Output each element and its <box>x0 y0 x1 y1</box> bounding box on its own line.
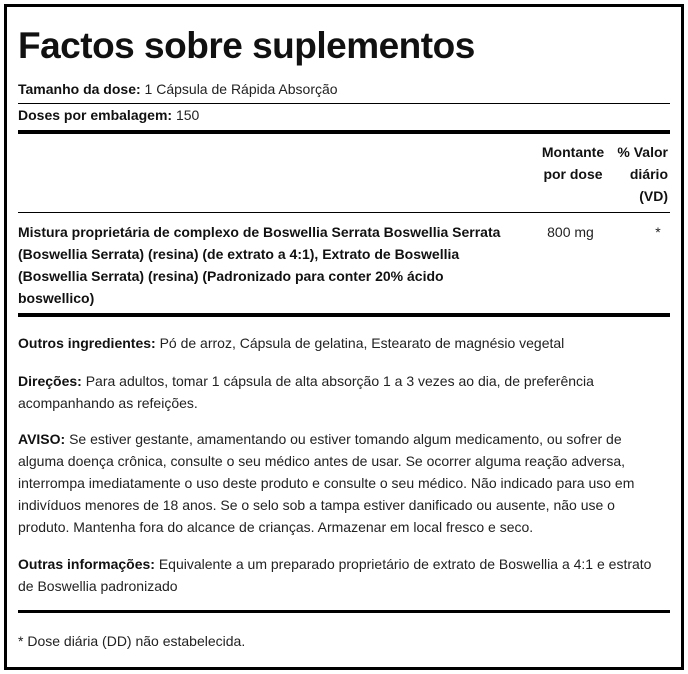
serving-size-label: Tamanho da dose: <box>18 81 141 97</box>
ingredient-dv: * <box>655 224 661 240</box>
thick-divider <box>18 313 670 317</box>
divider <box>18 103 670 104</box>
directions-text: Para adultos, tomar 1 cápsula de alta absorção 1 a 3 vezes ao dia, de preferência acompanhando as refeições. <box>18 373 594 411</box>
directions <box>18 370 668 414</box>
other-ingredients <box>18 332 668 354</box>
other-info-label: Outras informações: <box>18 556 155 572</box>
daily-value-header <box>610 141 668 207</box>
dv-header-line2: diário <box>629 166 668 182</box>
servings-per-container-row <box>18 106 199 124</box>
servings-label: Doses por embalagem: <box>18 107 173 123</box>
thick-divider <box>18 610 670 613</box>
thick-divider <box>18 130 670 134</box>
supplement-facts-panel <box>4 4 684 670</box>
other-information <box>18 553 668 597</box>
divider <box>18 212 670 213</box>
panel-title: Factos sobre suplementos <box>18 25 475 66</box>
footnote: * Dose diária (DD) não estabelecida. <box>18 633 246 649</box>
other-ingredients-text: Pó de arroz, Cápsula de gelatina, Estearato de magnésio vegetal <box>159 335 565 351</box>
serving-size-row <box>18 80 338 98</box>
warning <box>18 428 668 538</box>
amount-header-line1: Montante <box>541 144 605 160</box>
ingredient-name: Mistura proprietária de complexo de Boswellia Serrata Boswellia Serrata (Boswellia Serrata) (resina) (de extrato a 4:1), Extrato de Boswellia (Boswellia Serrata) (resina) (Padronizado para conter 20% ácido boswellico) <box>18 224 501 306</box>
dv-header-line3: (VD) <box>639 188 668 204</box>
dv-header-line1: % Valor <box>617 144 668 160</box>
amount-per-serving-header <box>533 141 613 185</box>
amount-header-line2: por dose <box>543 166 603 182</box>
warning-text: Se estiver gestante, amamentando ou estiver tomando algum medicamento, ou sofrer de alguma doença crônica, consulte o seu médico antes de usar. Se ocorrer alguma reação adversa, interrompa imediatamente o uso deste produto e consulte o seu médico. Não indicado para uso em indivíduos menores de 18 anos. Se o selo sob a tampa estiver danificado ou ausente, não use o produto. Mantenha fora do alcance de crianças. Armazenar em local fresco e seco. <box>18 431 635 535</box>
other-ingredients-label: Outros ingredientes: <box>18 335 156 351</box>
servings-value: 150 <box>175 107 200 123</box>
ingredient-amount: 800 mg <box>547 224 594 240</box>
serving-size-value: 1 Cápsula de Rápida Absorção <box>144 81 338 97</box>
directions-label: Direções: <box>18 373 82 389</box>
other-info-text: Equivalente a um preparado proprietário de extrato de Boswellia a 4:1 e estrato de Boswellia padronizado <box>18 556 652 594</box>
warning-label: AVISO: <box>18 431 66 447</box>
